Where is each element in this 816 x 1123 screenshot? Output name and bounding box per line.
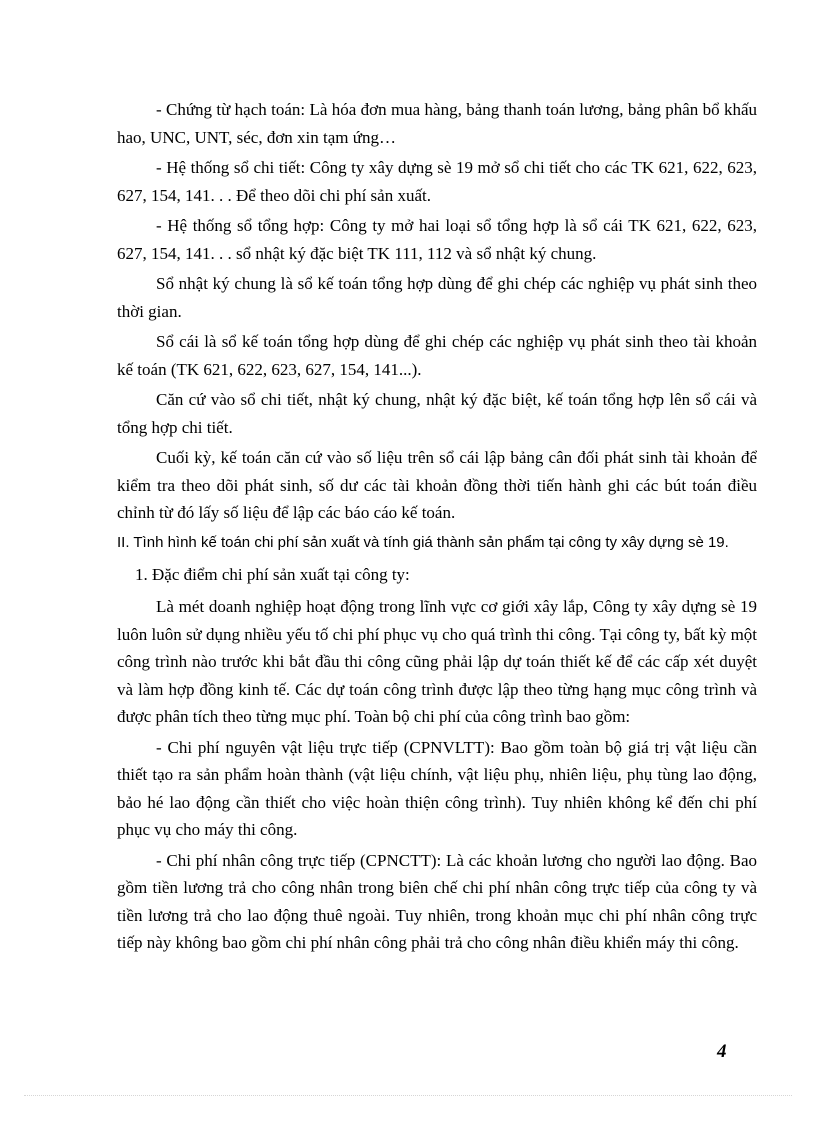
subsection-heading: 1. Đặc điểm chi phí sản xuất tại công ty: [135, 564, 410, 584]
paragraph-so-cai: Sổ cái là sổ kế toán tổng hợp dùng để ghi chép các nghiệp vụ phát sinh theo tài khoản kế toán (TK 621, 622, 623, 627, 154, 141...). [117, 332, 757, 379]
paragraph-so-tong-hop: - Hệ thống sổ tổng hợp: Công ty mở hai loại sổ tổng hợp là sổ cái TK 621, 622, 623, 627, 154, 141. . . sổ nhật ký đặc biệt TK 111, 112 và sổ nhật ký chung. [117, 216, 757, 263]
paragraph-cpnctt: - Chi phí nhân công trực tiếp (CPNCTT): Là các khoản lương cho người lao động. Bao gồm tiền lương trả cho công nhân trong biên chế chi phí nhân công trực tiếp của công ty và tiền lương trả cho lao động thuê ngoài. Tuy nhiên, trong khoản mục chi phí nhân công trực tiếp này không bao gồm chi phí nhân công phải trả cho công nhân điều khiển máy thi công. [117, 850, 757, 952]
paragraph-dac-diem: Là mét doanh nghiệp hoạt động trong lĩnh vực cơ giới xây lắp, Công ty xây dựng sè 19 luôn luôn sử dụng nhiều yếu tố chi phí phục vụ cho quá trình thi công. Tại công ty, bất kỳ một công trình nào trước khi bắt đầu thi công cũng phải lập dự toán thiết kế để các cấp xét duyệt và làm hợp đồng kinh tế. Các dự toán công trình được lập theo từng hạng mục công trình và được phân tích theo từng mục phí. Toàn bộ chi phí của công trình bao gồm: [117, 597, 758, 726]
paragraph-nhat-ky-chung: Sổ nhật ký chung là sổ kế toán tổng hợp dùng để ghi chép các nghiệp vụ phát sinh theo thời gian. [117, 274, 757, 321]
section-heading: II. Tình hình kế toán chi phí sản xuất và tính giá thành sản phẩm tại công ty xây dựng sè 19. [117, 533, 729, 551]
paragraph-chung-tu: - Chứng từ hạch toán: Là hóa đơn mua hàng, bảng thanh toán lương, bảng phân bổ khấu hao, UNC, UNT, séc, đơn xin tạm ứng… [117, 100, 757, 147]
paragraph-cuoi-ky: Cuối kỳ, kế toán căn cứ vào số liệu trên sổ cái lập bảng cân đối phát sinh tài khoản để kiểm tra theo dõi phát sinh, số dư các tài khoản đồng thời tiến hành ghi các bút toán điều chỉnh từ đó lấy số liệu để lập các báo cáo kế toán. [117, 448, 757, 522]
paragraph-so-chi-tiet: - Hệ thống sổ chi tiết: Công ty xây dựng sè 19 mở sổ chi tiết cho các TK 621, 622, 623, 627, 154, 141. . . Để theo dõi chi phí sản xuất. [117, 158, 757, 205]
paragraph-cpnvltt: - Chi phí nguyên vật liệu trực tiếp (CPNVLTT): Bao gồm toàn bộ giá trị vật liệu cần thiết tạo ra sản phẩm hoàn thành (vật liệu chính, vật liệu phụ, nhiên liệu, phụ tùng lao động, bảo hé lao động cần thiết cho việc hoàn thiện công trình). Tuy nhiên không kể đến chi phí phục vụ cho máy thi công. [117, 737, 757, 839]
footer-divider [24, 1095, 792, 1096]
paragraph-can-cu: Căn cứ vào sổ chi tiết, nhật ký chung, nhật ký đặc biệt, kế toán tổng hợp lên sổ cái và tổng hợp chi tiết. [117, 390, 757, 437]
document-body [117, 96, 757, 960]
page-number: 4 [717, 1041, 727, 1062]
